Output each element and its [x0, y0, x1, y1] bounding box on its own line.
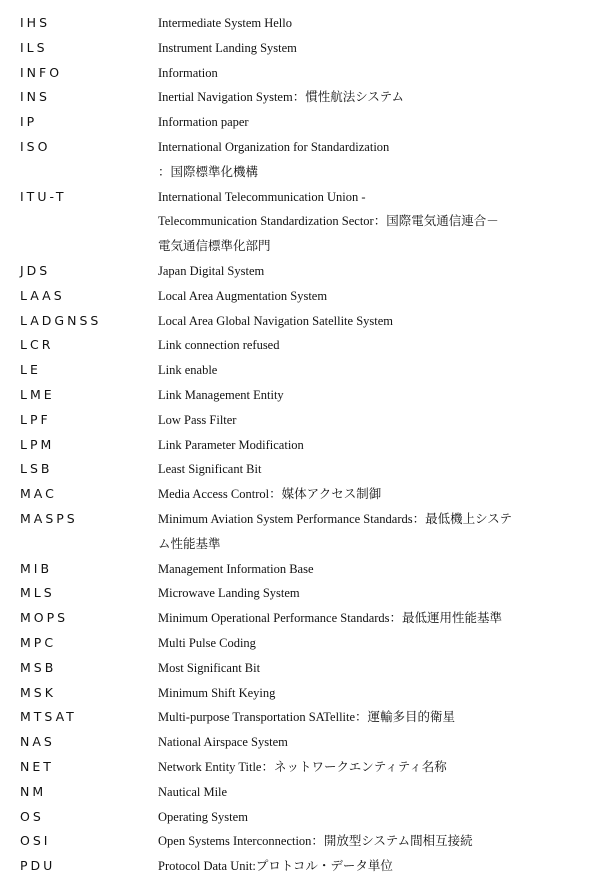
- definition-line: Least Significant Bit: [158, 462, 262, 477]
- glossary-entry: [0, 85, 600, 110]
- glossary-entry: [0, 61, 600, 86]
- glossary-entry: [0, 730, 600, 755]
- glossary-entry: [0, 606, 600, 631]
- definition-line: Local Area Augmentation System: [158, 288, 328, 303]
- definition: [158, 333, 600, 358]
- glossary-entry: [0, 681, 600, 706]
- definition: [158, 854, 600, 879]
- definition: [158, 755, 600, 780]
- definition-line: Telecommunication Standardization Sector：国際電気通信連合－: [158, 214, 499, 229]
- abbreviation: LADGNSS: [20, 312, 102, 328]
- definition: [158, 284, 600, 309]
- definition-line: International Telecommunication Union -: [158, 189, 366, 204]
- definition-line: Low Pass Filter: [158, 412, 237, 427]
- definition: [158, 309, 600, 334]
- definition: [158, 457, 600, 482]
- definition: [158, 507, 600, 557]
- glossary-entry: [0, 557, 600, 582]
- glossary-entry: [0, 829, 600, 854]
- glossary-entry: [0, 631, 600, 656]
- definition-line: Intermediate System Hello: [158, 16, 292, 30]
- glossary-entry: [0, 284, 600, 309]
- glossary-entry: [0, 259, 600, 284]
- abbreviation: OS: [20, 808, 44, 824]
- definition: [158, 383, 600, 408]
- definition-line: Operating System: [158, 809, 248, 824]
- glossary-entry: [0, 358, 600, 383]
- definition: [158, 11, 600, 36]
- glossary-entry: [0, 408, 600, 433]
- definition: [158, 730, 600, 755]
- definition: [158, 705, 600, 730]
- definition: [158, 631, 600, 656]
- glossary-entry: [0, 36, 600, 61]
- definition: [158, 829, 600, 854]
- abbreviation: MASPS: [20, 510, 78, 526]
- glossary-entry: [0, 755, 600, 780]
- abbreviation: LME: [20, 386, 55, 402]
- glossary-entry: [0, 433, 600, 458]
- definition: [158, 681, 600, 706]
- definition: [158, 780, 600, 805]
- definition-line: Multi Pulse Coding: [158, 635, 256, 650]
- abbreviation: IP: [20, 114, 38, 130]
- definition-line: Protocol Data Unit:プロトコル・データ単位: [158, 859, 393, 874]
- definition: [158, 185, 600, 259]
- definition-line: Inertial Navigation System：慣性航法システム: [158, 90, 404, 105]
- abbreviation: MPC: [20, 634, 57, 650]
- definition-line: Information: [158, 65, 218, 80]
- abbreviation: NET: [20, 758, 54, 774]
- definition-line: Minimum Shift Keying: [158, 685, 276, 700]
- abbreviation: LE: [20, 362, 41, 378]
- definition-line: Multi-purpose Transportation SATellite：運輸多目的衛星: [158, 710, 456, 725]
- definition: [158, 805, 600, 830]
- definition-line: Minimum Operational Performance Standards：最低運用性能基準: [158, 611, 503, 626]
- definition-line: Link Parameter Modification: [158, 437, 304, 452]
- glossary-entry: [0, 383, 600, 408]
- glossary-entry: [0, 309, 600, 334]
- glossary-entry: [0, 135, 600, 185]
- abbreviation: MSK: [20, 684, 56, 700]
- definition: [158, 259, 600, 284]
- abbreviation: MOPS: [20, 610, 69, 626]
- definition: [158, 61, 600, 86]
- glossary-entry: [0, 705, 600, 730]
- abbreviation: INFO: [20, 64, 63, 80]
- definition-line: 電気通信標準化部門: [158, 239, 271, 254]
- definition: [158, 433, 600, 458]
- definition-line: Link connection refused: [158, 338, 280, 353]
- abbreviation: LPF: [20, 411, 51, 427]
- abbreviation: MSB: [20, 659, 57, 675]
- definition: [158, 482, 600, 507]
- definition: [158, 36, 600, 61]
- definition-line: Minimum Aviation System Performance Standards：最低機上システ: [158, 511, 512, 526]
- abbreviation: OSI: [20, 833, 51, 849]
- definition-line: Network Entity Title：ネットワークエンティティ名称: [158, 759, 447, 774]
- glossary-entry: [0, 805, 600, 830]
- abbreviation: NAS: [20, 734, 55, 750]
- abbreviation: LAAS: [20, 287, 65, 303]
- definition: [158, 110, 600, 135]
- glossary-entry: [0, 457, 600, 482]
- definition-line: Microwave Landing System: [158, 586, 300, 601]
- definition: [158, 85, 600, 110]
- glossary-entry: [0, 482, 600, 507]
- definition-line: Link enable: [158, 363, 218, 378]
- glossary-list: [0, 11, 600, 879]
- glossary-entry: [0, 507, 600, 557]
- definition-line: Most Significant Bit: [158, 660, 261, 675]
- definition-line: ：国際標準化機構: [158, 164, 259, 179]
- abbreviation: ILS: [20, 39, 48, 55]
- definition-line: Information paper: [158, 115, 249, 130]
- abbreviation: MTSAT: [20, 709, 77, 725]
- abbreviation: PDU: [20, 858, 56, 874]
- glossary-entry: [0, 110, 600, 135]
- glossary-entry: [0, 11, 600, 36]
- definition-line: Management Information Base: [158, 561, 314, 576]
- abbreviation: NM: [20, 783, 47, 799]
- glossary-entry: [0, 854, 600, 879]
- definition: [158, 358, 600, 383]
- definition: [158, 557, 600, 582]
- definition: [158, 135, 600, 185]
- glossary-entry: [0, 333, 600, 358]
- definition-line: Open Systems Interconnection：開放型システム間相互接続: [158, 834, 473, 849]
- definition-line: ム性能基準: [158, 536, 221, 551]
- abbreviation: IHS: [20, 15, 51, 30]
- definition: [158, 581, 600, 606]
- glossary-entry: [0, 780, 600, 805]
- definition: [158, 606, 600, 631]
- abbreviation: ITU-T: [20, 188, 67, 204]
- definition-line: Link Management Entity: [158, 387, 284, 402]
- abbreviation: LSB: [20, 461, 53, 477]
- abbreviation: ISO: [20, 138, 51, 154]
- abbreviation: MLS: [20, 585, 55, 601]
- abbreviation: INS: [20, 89, 50, 105]
- glossary-entry: [0, 185, 600, 259]
- definition-line: National Airspace System: [158, 735, 288, 750]
- abbreviation: LCR: [20, 337, 54, 353]
- definition: [158, 656, 600, 681]
- definition: [158, 408, 600, 433]
- definition-line: Instrument Landing System: [158, 40, 297, 55]
- glossary-entry: [0, 656, 600, 681]
- definition-line: Media Access Control：媒体アクセス制御: [158, 487, 382, 502]
- abbreviation: JDS: [20, 262, 51, 278]
- abbreviation: LPM: [20, 436, 55, 452]
- abbreviation: MAC: [20, 486, 57, 502]
- definition-line: Local Area Global Navigation Satellite System: [158, 313, 394, 328]
- definition-line: Nautical Mile: [158, 784, 228, 799]
- abbreviation: MIB: [20, 560, 53, 576]
- glossary-entry: [0, 581, 600, 606]
- definition-line: International Organization for Standardization: [158, 139, 390, 154]
- definition-line: Japan Digital System: [158, 263, 265, 278]
